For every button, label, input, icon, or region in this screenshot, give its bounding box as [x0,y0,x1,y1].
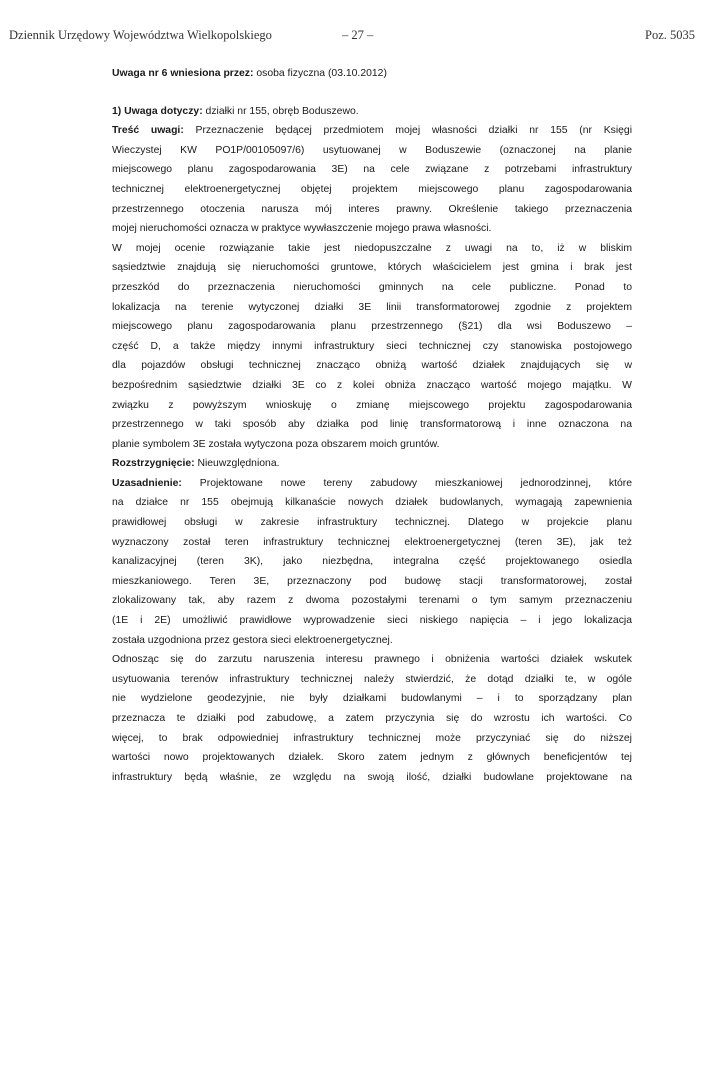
line-text: część D, a także między innymi infrastruktury sieci technicznej czy stanowiska postojowego [112,340,632,352]
line-text: infrastruktury będą właśnie, ze względu na swoją ilość, działki budowlane projektowane na [112,771,632,783]
text-line [112,689,632,709]
remark-content-continued [112,239,632,455]
line-text: Projektowane nowe tereny zabudowy mieszkaniowej jednorodzinnej, które [181,477,632,489]
text-line [112,219,632,239]
text-line [112,396,632,416]
remark-subject-text: działki nr 155, obręb Boduszewo. [202,105,359,117]
line-text: miejscowego planu zagospodarowania planu przestrzennego (§21) dla wsi Boduszewo – [112,321,632,333]
text-line [112,160,632,180]
text-line [112,121,632,141]
justification-continued [112,650,632,787]
text-line [112,239,632,259]
line-text: Odnosząc się do zarzutu naruszenia interesu prawnego i obniżenia wartości działek wskutek [112,654,632,666]
line-text: technicznej elektroenergetycznej objętej projektem miejscowego planu zagospodarowania [112,183,632,195]
line-text: mieszkaniowego. Teren 3E, przeznaczony pod budowę stacji transformatorowej, został [112,575,632,587]
text-line [112,474,632,494]
line-text: lokalizacja na terenie wytyczonej działki 3E linii transformatorowej zgodnie z projektem [112,301,632,313]
text-line [112,611,632,631]
line-text: przeznacza te działki pod zabudowę, a zatem przyczynia się do wzrostu ich wartości. Co [112,713,632,724]
text-line [112,180,632,200]
text-line [112,591,632,611]
line-text: (1E i 2E) umożliwić prawidłowe wyprowadzenie sieci niskiego napięcia – i jego lokalizacja [112,615,632,627]
line-text: Wieczystej KW PO1P/00105097/6) usytuowanej w Boduszewie (oznaczonej na planie [112,144,632,156]
text-line [112,317,632,337]
line-text: związku z powyższym wnioskuję o zmianę miejscowego projektu zagospodarowania [112,399,632,411]
line-text: zlokalizowany tak, aby razem z dwoma pozostałymi terenami o tym samym przeznaczeniu [112,595,632,607]
text-line [112,631,632,651]
text-line [112,258,632,278]
line-text: wartości nowo projektowanych działek. Skoro zatem jednym z głównych beneficjentów tej [112,752,632,764]
paragraph-label: Treść uwagi: [112,125,184,137]
line-text: kanalizacyjnej (teren 3K), jako niezbędna, integralna część projektowanego osiedla [112,556,632,568]
text-line [112,376,632,396]
text-line [112,513,632,533]
text-line [112,415,632,435]
line-text: dla pojazdów obsługi technicznej znacząco obniżą wartość działek znajdujących się w [112,360,632,372]
text-line [112,278,632,298]
line-text: na działce nr 155 obejmują kilkanaście nowych działek budowlanych, wymagają zapewnienia [112,497,632,509]
journal-title: Dziennik Urzędowy Województwa Wielkopolskiego [9,28,272,42]
line-text: nie wydzielone geodezyjnie, nie były działkami budowlanymi – i to sporządzany plan [112,693,632,705]
line-text: Przeznaczenie będącej przedmiotem mojej własności działki nr 155 (nr Księgi [183,125,633,137]
remark-title-text: osoba fizyczna (03.10.2012) [253,68,387,79]
document-body [112,64,632,787]
page-header [9,28,695,44]
line-text: więcej, to brak odpowiedniej infrastruktury technicznej może przyczyniać się do niższej [112,732,632,744]
text-line [112,356,632,376]
text-line [112,533,632,553]
paragraph-label: Uzasadnienie: [112,477,182,489]
remark-subject [112,102,632,122]
text-line [112,748,632,768]
remark-title [112,64,632,84]
text-line [112,572,632,592]
text-line [112,670,632,690]
text-line [112,729,632,749]
text-line [112,435,632,455]
text-line [112,709,632,729]
text-line [112,650,632,670]
remark-title-label: Uwaga nr 6 wniesiona przez: [112,68,254,79]
remark-subject-label: 1) Uwaga dotyczy: [112,105,203,117]
resolution [112,454,632,474]
position-number: Poz. 5035 [645,28,695,42]
line-text: wyznaczony został teren infrastruktury technicznej elektroenergetycznej (teren 3E), jak też [112,536,632,548]
text-line [112,141,632,161]
text-line [112,200,632,220]
text-line [112,552,632,572]
remark-content [112,121,632,239]
text-line [112,298,632,318]
line-text: przestrzennego otoczenia narusza mój interes prawny. Określenie takiego przeznaczenia [112,203,632,215]
resolution-text: Nieuwzględniona. [194,458,280,470]
text-line [112,768,632,788]
line-text: prawidłowej obsługi w zakresie infrastruktury technicznej. Dlatego w projekcie planu [112,517,632,529]
line-text: W mojej ocenie rozwiązanie takie jest niedopuszczalne z uwagi na to, iż w bliskim [112,242,632,254]
line-text: planie symbolem 3E została wytyczona poza obszarem moich gruntów. [112,438,440,450]
text-line [112,493,632,513]
line-text: sąsiedztwie znajdują się nieruchomości gruntowe, których właścicielem jest gmina i brak jest [112,262,632,274]
line-text: bezpośrednim sąsiedztwie działki 3E co z kolei obniża znacząco wartość mojego majątku. W [112,379,632,391]
justification [112,474,632,650]
line-text: przeszkód do przeznaczenia nieruchomości gminnych na cele publiczne. Ponad to [112,281,632,293]
line-text: usytuowania terenów infrastruktury technicznej należy stwierdzić, że dotąd działki te, w ogóle [112,673,632,685]
resolution-label: Rozstrzygnięcie: [112,458,195,470]
text-line [112,337,632,357]
line-text: została uzgodniona przez gestora sieci elektroenergetycznej. [112,634,393,646]
page-number: – 27 – [342,28,374,42]
line-text: mojej nieruchomości oznacza w praktyce wywłaszczenie mojego prawa własności. [112,223,492,235]
line-text: miejscowego planu zagospodarowania 3E) na cele związane z potrzebami infrastruktury [112,164,632,176]
line-text: przestrzennego w taki sposób aby działka pod linię transformatorową i inne oznaczona na [112,419,632,431]
